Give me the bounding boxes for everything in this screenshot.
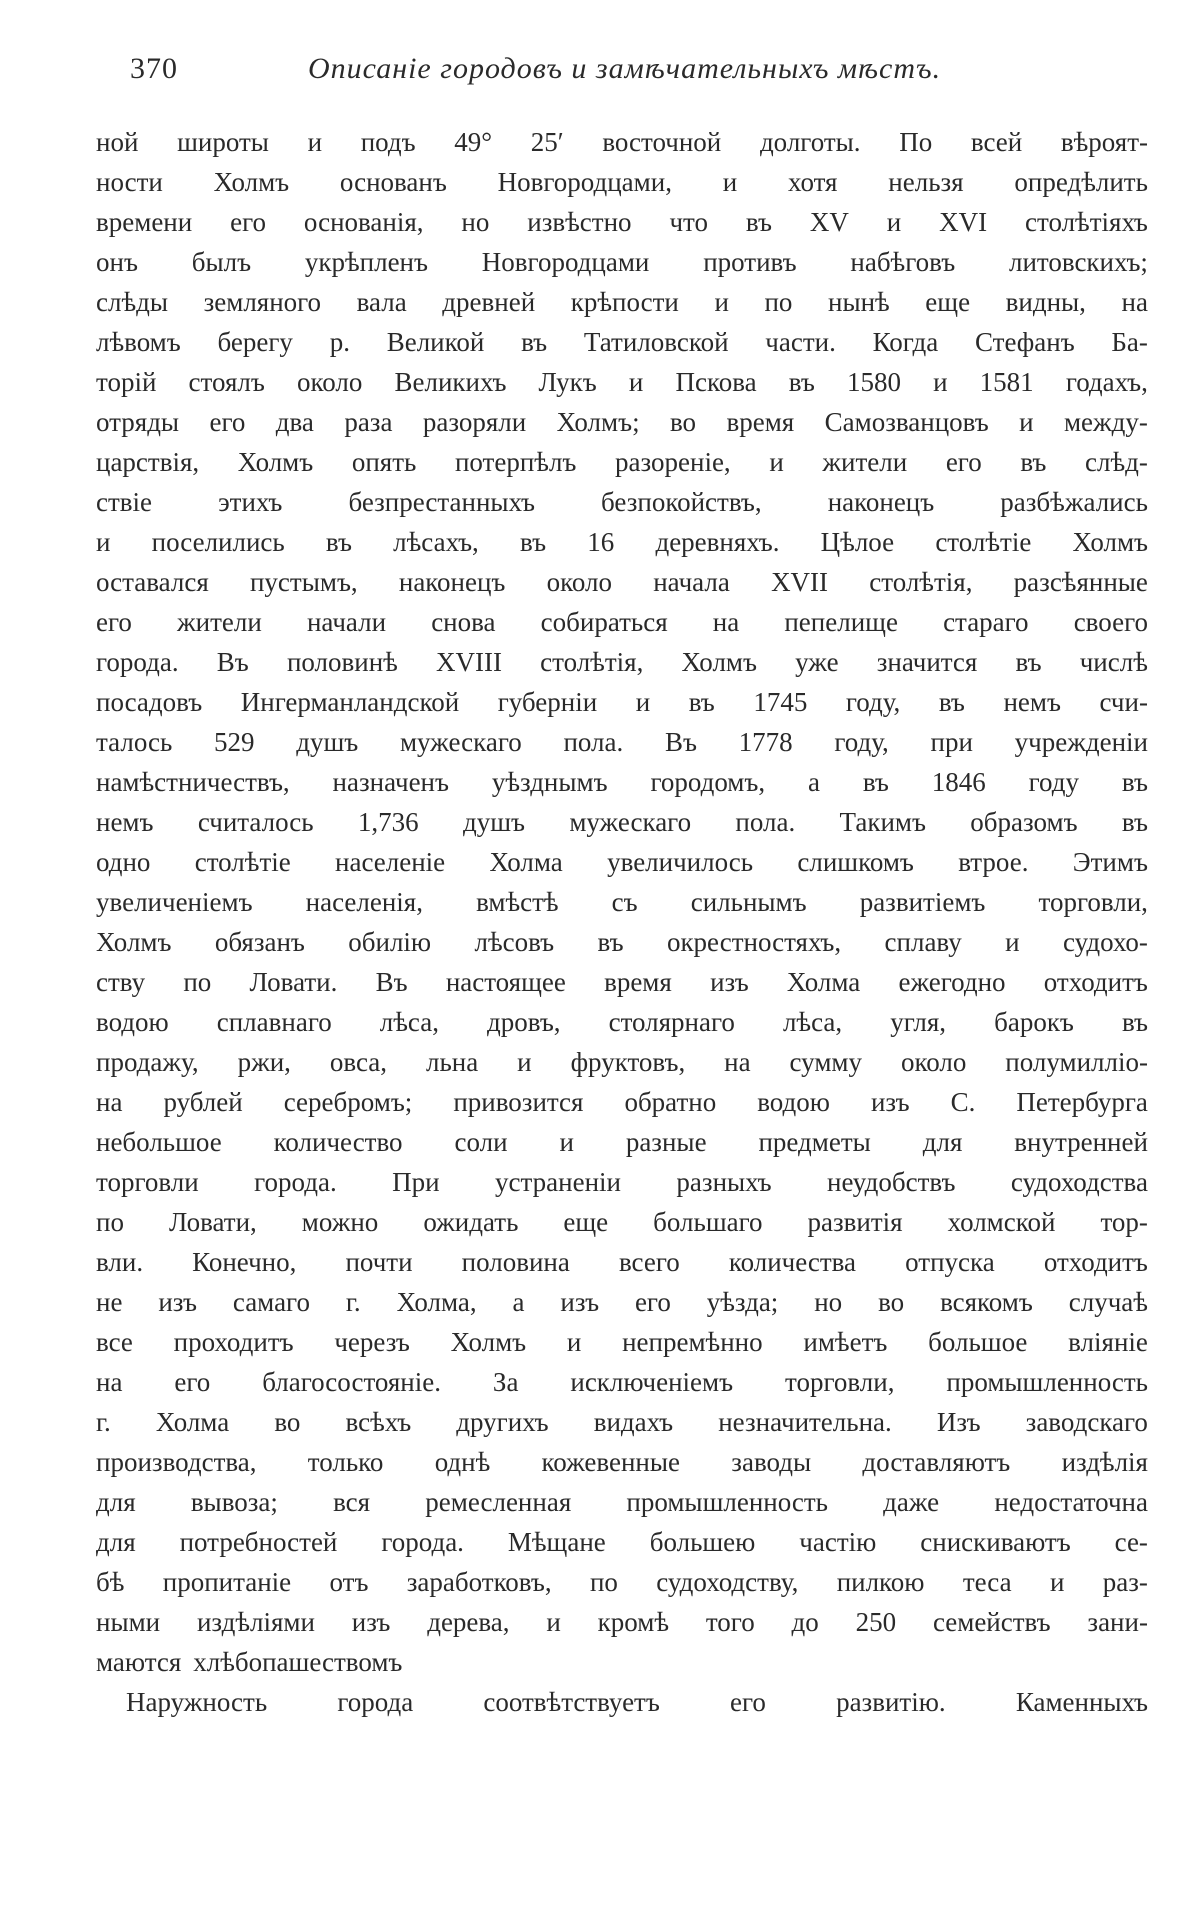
text-line: Холмъ обязанъ обилію лѣсовъ въ окрестностяхъ, сплаву и судохо- [96, 927, 1148, 957]
text-line: на рублей серебромъ; привозится обратно водою изъ С. Петербурга [96, 1087, 1148, 1117]
text-line: водою сплавнаго лѣса, дровъ, столярнаго лѣса, угля, барокъ въ [96, 1007, 1148, 1037]
text-line: слѣды земляного вала древней крѣпости и по нынѣ еще видны, на [96, 287, 1148, 317]
text-line: маются хлѣбопашествомъ [96, 1647, 403, 1677]
text-line: времени его основанія, но извѣстно что въ XV и XVI столѣтіяхъ [96, 207, 1148, 237]
text-line: оставался пустымъ, наконецъ около начала XVII столѣтія, разсѣянные [96, 567, 1148, 597]
text-line: не изъ самаго г. Холма, а изъ его уѣзда; но во всякомъ случаѣ [96, 1287, 1148, 1317]
text-line: производства, только однѣ кожевенные заводы доставляютъ издѣлія [96, 1447, 1148, 1477]
text-line: царствія, Холмъ опять потерпѣлъ разореніе, и жители его въ слѣд- [96, 447, 1148, 477]
text-line: торговли города. При устраненіи разныхъ неудобствъ судоходства [96, 1167, 1148, 1197]
text-line: для потребностей города. Мѣщане большею частію снискиваютъ се- [96, 1527, 1148, 1557]
text-line: продажу, ржи, овса, льна и фруктовъ, на сумму около полумилліо- [96, 1047, 1148, 1077]
text-line: немъ считалось 1,736 душъ мужескаго пола. Такимъ образомъ въ [96, 807, 1148, 837]
text-line: торій стоялъ около Великихъ Лукъ и Пскова въ 1580 и 1581 годахъ, [96, 367, 1148, 397]
text-line: его жители начали снова собираться на пепелище стараго своего [96, 607, 1148, 637]
text-line: Наружность города соотвѣтствуетъ его развитію. Каменныхъ [126, 1687, 1148, 1717]
page-header [120, 52, 1120, 92]
running-title: Описаніе городовъ и замѣчательныхъ мѣстъ. [308, 52, 942, 85]
text-line: талось 529 душъ мужескаго пола. Въ 1778 году, при учрежденіи [96, 727, 1148, 757]
text-line: намѣстничествъ, назначенъ уѣзднымъ городомъ, а въ 1846 году въ [96, 767, 1148, 797]
text-line: ности Холмъ основанъ Новгородцами, и хотя нельзя опредѣлить [96, 167, 1148, 197]
text-line: города. Въ половинѣ XVIII столѣтія, Холмъ уже значится въ числѣ [96, 647, 1148, 677]
text-line: лѣвомъ берегу р. Великой въ Татиловской части. Когда Стефанъ Ба- [96, 327, 1148, 357]
text-line: ными издѣліями изъ дерева, и кромѣ того до 250 семействъ зани- [96, 1607, 1148, 1637]
text-line: г. Холма во всѣхъ другихъ видахъ незначительна. Изъ заводскаго [96, 1407, 1148, 1437]
text-line: все проходитъ черезъ Холмъ и непремѣнно имѣетъ большое вліяніе [96, 1327, 1148, 1357]
text-line: одно столѣтіе населеніе Холма увеличилось слишкомъ втрое. Этимъ [96, 847, 1148, 877]
text-line: на его благосостояніе. За исключеніемъ торговли, промышленность [96, 1367, 1148, 1397]
text-line: бѣ пропитаніе отъ заработковъ, по судоходству, пилкою теса и раз- [96, 1567, 1148, 1597]
text-line: для вывоза; вся ремесленная промышленность даже недостаточна [96, 1487, 1148, 1517]
text-line: онъ былъ укрѣпленъ Новгородцами противъ набѣговъ литовскихъ; [96, 247, 1148, 277]
text-line: увеличеніемъ населенія, вмѣстѣ съ сильнымъ развитіемъ торговли, [96, 887, 1148, 917]
text-line: ству по Ловати. Въ настоящее время изъ Холма ежегодно отходитъ [96, 967, 1148, 997]
text-line: отряды его два раза разоряли Холмъ; во время Самозванцовъ и междy- [96, 407, 1148, 437]
text-line: ной широты и подъ 49° 25′ восточной долготы. По всей вѣроят- [96, 127, 1148, 157]
text-line: и поселились въ лѣсахъ, въ 16 деревняхъ. Цѣлое столѣтіе Холмъ [96, 527, 1148, 557]
body-text [96, 122, 1148, 1902]
text-line: посадовъ Ингерманландской губерніи и въ 1745 году, въ немъ счи- [96, 687, 1148, 717]
text-line: по Ловати, можно ожидать еще большаго развитія холмской тор- [96, 1207, 1148, 1237]
text-line: ствіе этихъ безпрестанныхъ безпокойствъ, наконецъ разбѣжались [96, 487, 1148, 517]
text-line: небольшое количество соли и разные предметы для внутренней [96, 1127, 1148, 1157]
text-line: вли. Конечно, почти половина всего количества отпуска отходитъ [96, 1247, 1148, 1277]
page-number: 370 [130, 52, 178, 85]
